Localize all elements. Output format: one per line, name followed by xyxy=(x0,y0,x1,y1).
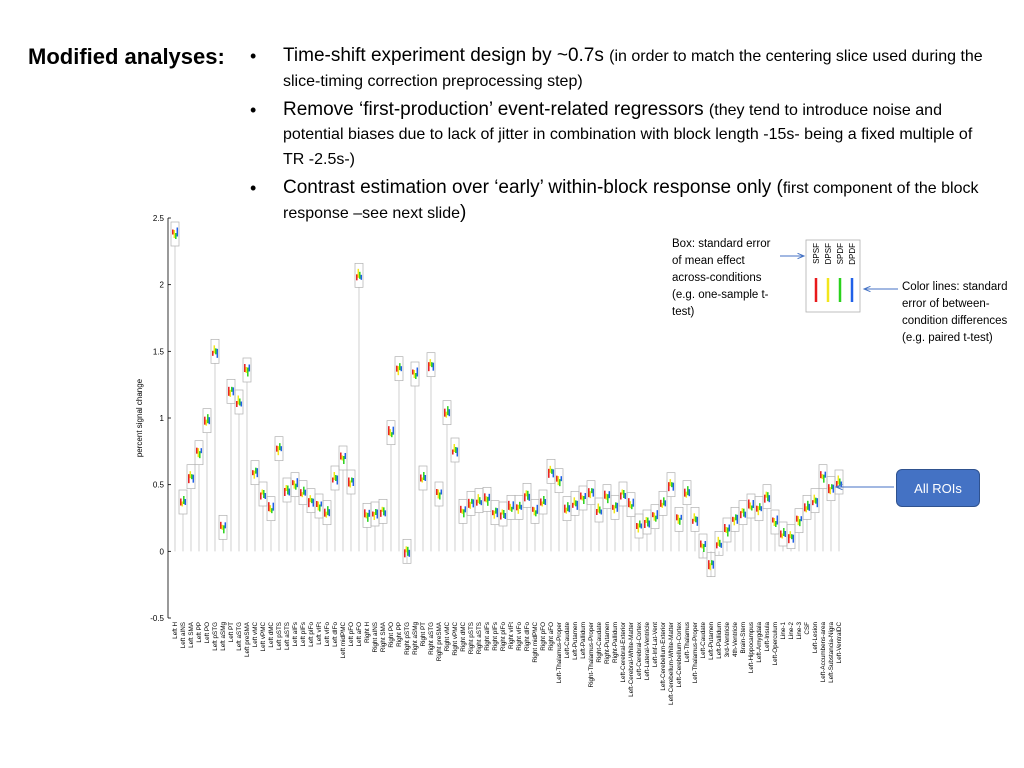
x-tick-label: Left-Thalamus-Proper xyxy=(692,622,699,684)
x-tick-label: Right pSTS xyxy=(468,622,475,655)
x-tick-label: Right aIFs xyxy=(484,622,491,651)
bullet-sub-text: (they tend to introduce noise and potential biases due to lack of jitter in combination with block length -15s- being a fixed multiple of TR -2.5s-) xyxy=(283,102,973,168)
bullet-main-text: Remove ‘first-production’ event-related regressors xyxy=(283,99,709,120)
x-tick-label: Left vPMC xyxy=(260,622,267,652)
x-tick-label: Right PT xyxy=(420,622,427,647)
x-tick-label: Left-Accumbens-area xyxy=(820,622,827,683)
x-tick-label: Right vIFt xyxy=(508,622,515,649)
x-tick-label: Left aSMg xyxy=(220,622,227,651)
y-axis-label: percent signal change xyxy=(135,378,144,458)
legend-label: DPSF xyxy=(824,243,833,265)
x-tick-label: Right PP xyxy=(396,622,403,647)
x-tick-label: Right-Pallidum xyxy=(612,622,619,663)
y-tick-label: 2 xyxy=(159,280,164,290)
x-tick-label: Right dIFo xyxy=(524,622,531,652)
x-tick-label: Left dMC xyxy=(268,622,275,648)
x-tick-label: Left H xyxy=(172,622,179,639)
bullet-icon: • xyxy=(250,178,257,198)
x-tick-label: Left PP xyxy=(196,622,203,643)
x-tick-label: Left vIFo xyxy=(324,622,331,647)
x-tick-label: Left-Amygdala xyxy=(756,622,763,663)
x-tick-label: Left aINS xyxy=(180,622,187,649)
x-tick-label: Right-Caudate xyxy=(596,622,603,663)
bullet-main-text: Time-shift experiment design by ~0.7s xyxy=(283,45,610,66)
x-tick-label: Right SMA xyxy=(380,622,387,653)
x-tick-label: Left pSTG xyxy=(212,622,219,651)
x-tick-label: Left-Cerebellum-Exterior xyxy=(660,622,667,691)
x-tick-label: Left preSMA xyxy=(244,622,251,657)
x-tick-label: Right midPMC xyxy=(532,622,539,663)
x-tick-label: Left aSTS xyxy=(284,622,291,651)
x-tick-label: 3rd-Ventricle xyxy=(724,622,731,658)
x-tick-label: Left-Caudate xyxy=(700,622,707,659)
all-rois-button[interactable]: All ROIs xyxy=(896,469,980,507)
x-tick-label: Left dIFo xyxy=(332,622,339,647)
x-tick-label: Right vMC xyxy=(444,622,451,652)
x-tick-label: Left vIFt xyxy=(316,622,323,645)
x-tick-label: Left-Inf-Lat-Vent xyxy=(652,622,659,668)
x-tick-label: Left PT xyxy=(228,622,235,643)
x-tick-label: Left PO xyxy=(204,622,211,644)
x-tick-label: 4th-Ventricle xyxy=(732,622,739,658)
x-tick-label: Left aIFs xyxy=(292,622,299,647)
x-tick-label: Right aSMg xyxy=(412,622,419,655)
y-tick-label: -0.5 xyxy=(150,614,164,623)
x-tick-label: Left-Cerebellum-White-Matter xyxy=(668,622,675,705)
x-tick-label: Left-Pallidum xyxy=(716,622,723,659)
bullet-icon: • xyxy=(250,46,257,66)
x-tick-label: Left-Insula xyxy=(764,622,771,652)
x-tick-label: Brain-Stem xyxy=(740,622,747,654)
x-tick-label: Right pIFo xyxy=(500,622,507,652)
x-tick-label: Left SMA xyxy=(188,622,195,648)
bullet-icon: • xyxy=(250,100,257,120)
x-tick-label: CSF xyxy=(804,622,811,635)
x-tick-label: Left aSTG xyxy=(236,622,243,651)
y-tick-label: 0.5 xyxy=(152,480,164,490)
x-tick-label: Left-Lateral-Ventricle xyxy=(644,622,651,681)
x-tick-label: Right pIFs xyxy=(492,622,499,651)
x-tick-label: Right aINS xyxy=(372,622,379,653)
x-tick-label: Line-3 xyxy=(796,622,803,640)
x-tick-label: Line-2 xyxy=(788,622,795,640)
legend-label: DPDF xyxy=(848,243,857,265)
x-tick-label: Left pFO xyxy=(348,622,355,647)
x-tick-label: Left-Cerebellum-Cortex xyxy=(676,622,683,688)
x-tick-label: Left-VentralDC xyxy=(836,622,843,664)
x-tick-label: Right PO xyxy=(388,622,395,648)
x-tick-label: Left midPMC xyxy=(340,622,347,659)
x-tick-label: Left-Putamen xyxy=(708,622,715,660)
legend-label: SPSF xyxy=(812,243,821,264)
x-tick-label: Left-Thalamus-Proper xyxy=(556,622,563,684)
x-tick-label: Left-Pallidum xyxy=(580,622,587,659)
bullet-sub-text: (in order to match the centering slice used during the slice-timing correction preprocessing step) xyxy=(283,48,983,90)
y-tick-label: 1.5 xyxy=(152,347,164,357)
x-tick-label: Left-Putamen xyxy=(572,622,579,660)
legend-label: SPDF xyxy=(836,243,845,265)
x-tick-label: Left pSTS xyxy=(276,622,283,651)
x-tick-label: Right vIFo xyxy=(516,622,523,651)
box-annotation: Box: standard error of mean effect across-conditions (e.g. one-sample t-test) xyxy=(672,238,771,318)
x-tick-label: Right aFO xyxy=(548,622,555,651)
x-tick-label: Right preSMA xyxy=(436,622,443,662)
x-tick-label: Right vPMC xyxy=(452,622,459,656)
x-tick-label: Right aSTS xyxy=(476,622,483,655)
x-tick-label: Right pFO xyxy=(540,622,547,651)
y-tick-label: 0 xyxy=(159,547,164,557)
x-tick-label: Left-Cerebral-White-Matter xyxy=(628,622,635,697)
x-tick-label: Right aSTG xyxy=(428,622,435,655)
x-tick-label: Left vMC xyxy=(252,622,259,648)
y-tick-label: 2.5 xyxy=(152,214,164,223)
slide-title: Modified analyses: xyxy=(28,44,225,69)
bullet-sub-text: first component of the block response –see next slide xyxy=(283,180,979,222)
x-tick-label: Right-Putamen xyxy=(604,622,611,664)
y-tick-label: 1 xyxy=(159,414,164,423)
x-tick-label: Left-Substancia-Nigra xyxy=(828,622,835,683)
x-tick-label: Right H xyxy=(364,622,371,643)
x-tick-label: Left-Cerebral-Exterior xyxy=(620,622,627,683)
x-tick-label: Left pIFs xyxy=(300,622,307,647)
x-tick-label: Left-Lesion xyxy=(812,622,819,654)
x-tick-label: Left-Operculum xyxy=(772,622,779,666)
bullet-tail-text: ) xyxy=(460,202,467,223)
x-tick-label: Right dMC xyxy=(460,622,467,652)
x-tick-label: Right pSTG xyxy=(404,622,411,655)
bullet-main-text: Contrast estimation over ‘early’ within-block response only ( xyxy=(283,177,783,198)
x-tick-label: Line-1 xyxy=(780,622,787,640)
x-tick-label: Left pIFo xyxy=(308,622,315,647)
color-lines-annotation: Color lines: standard error of between-condition differences (e.g. paired t-test) xyxy=(902,281,1008,344)
x-tick-label: Right-Thalamus-Proper xyxy=(588,622,595,688)
x-tick-label: Left-Hippocampus xyxy=(748,622,755,674)
x-tick-label: Left-Caudate xyxy=(564,622,571,659)
x-tick-label: Left aFO xyxy=(356,622,363,647)
x-tick-label: Left-Thalamus xyxy=(684,622,691,663)
x-tick-label: Left-Cerebral-Cortex xyxy=(636,622,643,680)
